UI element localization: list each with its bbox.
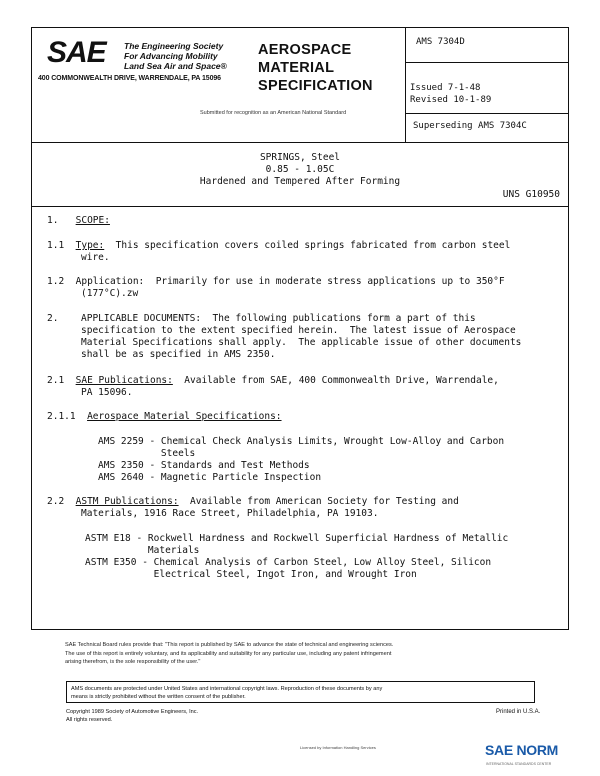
ansi-submission-note: Submitted for recognition as an American National Standard	[200, 110, 347, 116]
section-number: 2.2	[47, 496, 65, 507]
section-1-1	[47, 240, 510, 252]
section-2-2-cont: Materials, 1916 Race Street, Philadelphia, PA 19103.	[81, 508, 379, 519]
ams-reference: AMS 2640 - Magnetic Particle Inspection	[98, 472, 322, 483]
title-line: 0.85 - 1.05C	[265, 164, 335, 175]
copyright	[66, 709, 198, 724]
section-2-1	[47, 375, 499, 387]
section-text: This specification covers coiled springs fabricated from carbon steel	[104, 240, 511, 251]
astm-reference: Electrical Steel, Ingot Iron, and Wrought Iron	[85, 569, 417, 580]
section-2-line: shall be as specified in AMS 2350.	[81, 349, 276, 360]
license-note: Licensed by Information Handling Services	[300, 745, 376, 750]
notice-line: arising therefrom, is the sole responsibility of the user."	[65, 659, 201, 665]
section-1-2-cont: (177°C).zw	[81, 288, 139, 299]
section-text: Available from American Society for Testing and	[178, 496, 459, 507]
section-number: 1.1	[47, 240, 65, 251]
society-line: The Engineering Society	[124, 41, 224, 51]
doc-type-line: SPECIFICATION	[258, 78, 373, 94]
section-heading: Aerospace Material Specifications:	[87, 411, 282, 422]
section-heading: SAE Publications:	[75, 375, 173, 386]
astm-reference: ASTM E18 - Rockwell Hardness and Rockwell Superficial Hardness of Metallic	[85, 533, 509, 544]
superseding-note: Superseding AMS 7304C	[413, 121, 527, 131]
section-number: 1.2	[47, 276, 65, 287]
section-1-2	[47, 276, 505, 288]
society-line: For Advancing Mobility	[124, 51, 218, 61]
doc-type-line: AEROSPACE	[258, 42, 352, 58]
title-line: SPRINGS, Steel	[259, 152, 341, 163]
section-2-1-cont: PA 15096.	[81, 387, 133, 398]
section-2-1-1	[47, 411, 282, 423]
section-2-line: Material Specifications shall apply. The applicable issue of other documents	[81, 337, 522, 348]
section-1-1-cont: wire.	[81, 252, 110, 263]
ams-reference: AMS 2350 - Standards and Test Methods	[98, 460, 310, 471]
technical-board-notice	[65, 641, 535, 667]
section-number: 2.1.1	[47, 411, 76, 422]
copyright-notice-box	[66, 681, 535, 703]
revised-date: Revised 10-1-89	[410, 95, 492, 105]
section-2-line: specification to the extent specified herein. The latest issue of Aerospace	[81, 325, 516, 336]
sae-address: 400 COMMONWEALTH DRIVE, WARRENDALE, PA 15096	[38, 75, 221, 82]
astm-reference: Materials	[85, 545, 200, 556]
society-line: Land Sea Air and Space®	[124, 61, 227, 71]
doc-type-line: MATERIAL	[258, 60, 335, 76]
section-text: Application: Primarily for use in moderate stress applications up to 350°F	[75, 276, 505, 287]
sae-norm-brand: SAE NORM	[485, 742, 559, 758]
sae-norm-subtitle: INTERNATIONAL STANDARDS CENTER	[486, 762, 552, 766]
section-number: 2.1	[47, 375, 65, 386]
notice-line: The use of this report is entirely voluntary, and its applicability and suitability for any particular use, including any patent infringement	[65, 650, 392, 657]
title-line: Hardened and Tempered After Forming	[199, 176, 401, 187]
section-number: 1.	[47, 215, 59, 226]
section-heading: ASTM Publications:	[75, 496, 179, 507]
uns-number: UNS G10950	[502, 189, 560, 200]
section-2-2	[47, 496, 459, 508]
astm-reference: ASTM E350 - Chemical Analysis of Carbon Steel, Low Alloy Steel, Silicon	[85, 557, 492, 568]
section-2-line: APPLICABLE DOCUMENTS: The following publications form a part of this	[81, 313, 476, 324]
sae-logo-text: SAE	[47, 36, 106, 69]
section-1	[47, 215, 110, 227]
issued-date: Issued 7-1-48	[410, 83, 481, 93]
notice-line: SAE Technical Board rules provide that: "This report is published by SAE to advance the state of technical and engineering sciences.	[65, 642, 394, 648]
section-heading: Type:	[75, 240, 105, 251]
copyright-line: Copyright 1989 Society of Automotive Engineers, Inc.	[66, 709, 199, 715]
rights-line: means is strictly prohibited without the written consent of the publisher.	[71, 694, 246, 700]
ams-reference: Steels	[98, 448, 196, 459]
rights-line: AMS documents are protected under United States and international copyright laws. Reproduction of these documents by any	[71, 686, 383, 692]
printed-in: Printed in U.S.A.	[496, 709, 541, 715]
copyright-line: All rights reserved.	[66, 716, 113, 723]
ams-number: AMS 7304D	[416, 37, 465, 47]
section-2-number: 2.	[47, 313, 59, 324]
section-title: SCOPE:	[75, 215, 110, 226]
section-text: Available from SAE, 400 Commonwealth Drive, Warrendale,	[172, 375, 499, 386]
ams-reference: AMS 2259 - Chemical Check Analysis Limits, Wrought Low-Alloy and Carbon	[98, 436, 505, 447]
